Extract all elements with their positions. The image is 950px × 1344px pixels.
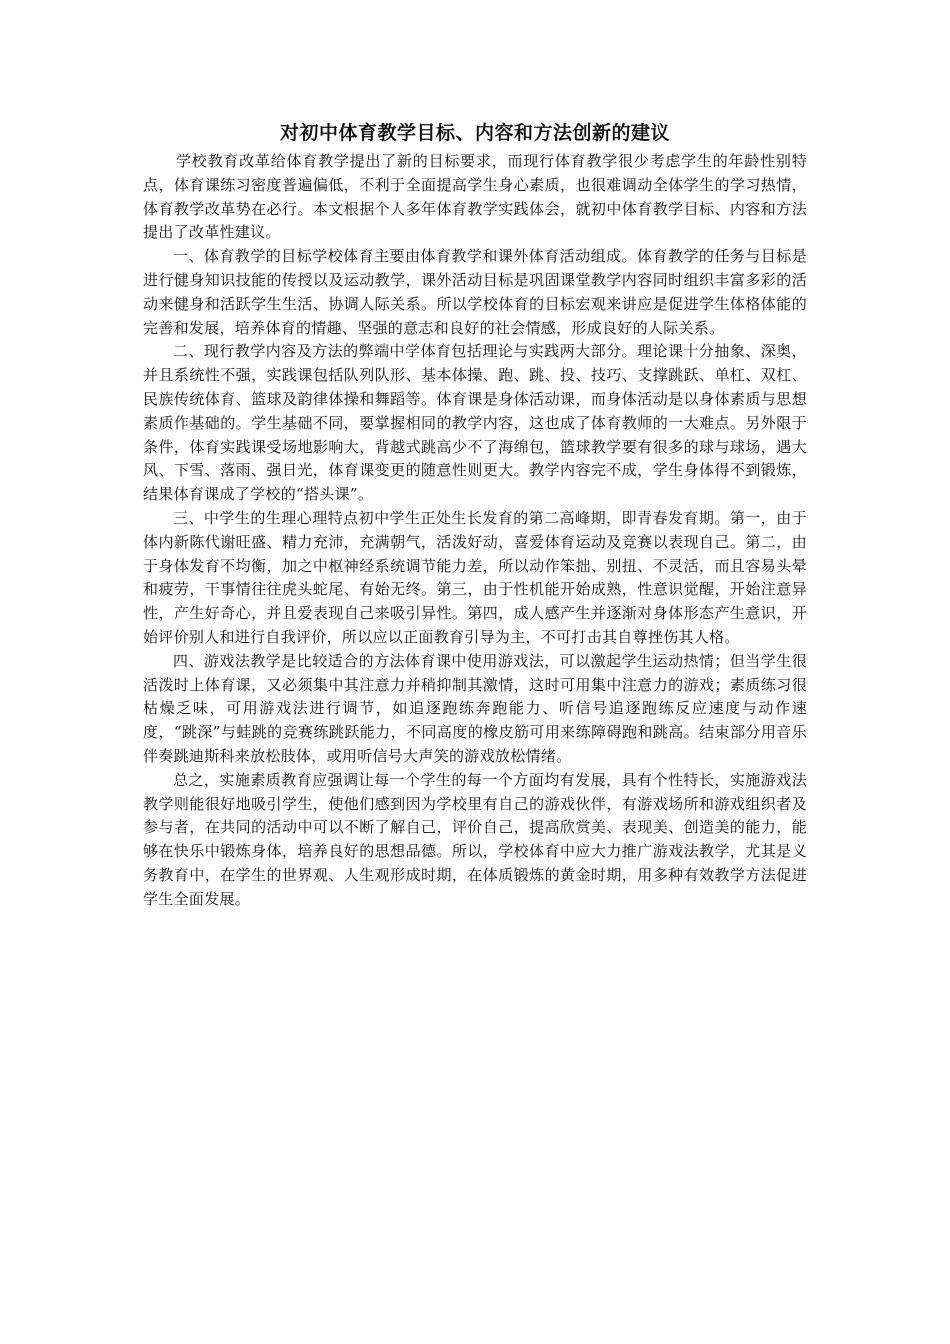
paragraph-intro: 学校教育改革给体育教学提出了新的目标要求，而现行体育教学很少考虑学生的年龄性别特点，体育课练习密度普遍偏低，不利于全面提高学生身心素质，也很难调动全体学生的学习热情，体育教学改革势在必行。本文根据个人多年体育教学实践体会，就初中体育教学目标、内容和方法提出了改革性建议。 xyxy=(143,152,807,242)
paragraph-game-method: 四、游戏法教学是比较适合的方法体育课中使用游戏法，可以激起学生运动热情；但当学生很活泼时上体育课，又必须集中其注意力并稍抑制其激情，这时可用集中注意力的游戏；素质练习很枯燥乏味，可用游戏法进行调节，如追逐跑练奔跑能力、听信号追逐跑练反应速度与动作速度，“跳深”与蛙跳的竞赛练跳跃能力，不同高度的橡皮筋可用来练障碍跑和跳高。结束部分用音乐伴奏跳迪斯科来放松肢体，或用听信号大声笑的游戏放松情绪。 xyxy=(143,651,807,765)
paragraph-conclusion: 总之，实施素质教育应强调让每一个学生的每一个方面均有发展，具有个性特长，实施游戏法教学则能很好地吸引学生，使他们感到因为学校里有自己的游戏伙伴，有游戏场所和游戏组织者及参与者，在共同的活动中可以不断了解自己，评价自己，提高欣赏美、表现美、创造美的能力，能够在快乐中锻炼身体，培养良好的思想品德。所以，学校体育中应大力推广游戏法教学，尤其是义务教育中，在学生的世界观、人生观形成时期，在体质锻炼的黄金时期，用多种有效教学方法促进学生全面发展。 xyxy=(143,770,807,908)
document-title: 对初中体育教学目标、内容和方法创新的建议 xyxy=(279,122,670,144)
document-page xyxy=(143,118,807,912)
paragraph-current-methods: 二、现行教学内容及方法的弊端中学体育包括理论与实践两大部分。理论课十分抽象、深奥，并且系统性不强，实践课包括队列队形、基本体操、跑、跳、投、技巧、支撑跳跃、单杠、双杠、民族传统体育、篮球及韵律体操和舞蹈等。体育课是身体活动课，而身体活动是以身体素质与思想素质作基础的。学生基础不同，要掌握相同的教学内容，这也成了体育教师的一大难点。另外限于条件，体育实践课受场地影响大，背越式跳高少不了海绵包，篮球教学要有很多的球与球场，遇大风、下雪、落雨、强日光，体育课变更的随意性则更大。教学内容完不成，学生身体得不到锻炼，结果体育课成了学校的“搭头课”。 xyxy=(143,342,807,504)
paragraph-teaching-goals: 一、体育教学的目标学校体育主要由体育教学和课外体育活动组成。体育教学的任务与目标是进行健身知识技能的传授以及运动教学，课外活动目标是巩固课堂教学内容同时组织丰富多彩的活动来健身和活跃学生生活、协调人际关系。所以学校体育的目标宏观来讲应是促进学生体格体能的完善和发展，培养体育的情趣、坚强的意志和良好的社会情感，形成良好的人际关系。 xyxy=(143,247,807,337)
paragraph-student-traits: 三、中学生的生理心理特点初中学生正处生长发育的第二高峰期，即青春发育期。第一，由于体内新陈代谢旺盛、精力充沛，充满朝气，活泼好动，喜爱体育运动及竞赛以表现自己。第二，由于身体发育不均衡，加之中枢神经系统调节能力差，所以动作笨拙、别扭、不灵活，而且容易头晕和疲劳，干事情往往虎头蛇尾、有始无终。第三，由于性机能开始成熟，性意识觉醒，开始注意异性，产生好奇心，并且爱表现自己来吸引异性。第四，成人感产生并逐渐对身体形态产生意识，开始评价别人和进行自我评价，所以应以正面教育引导为主，不可打击其自尊挫伤其人格。 xyxy=(143,508,807,646)
